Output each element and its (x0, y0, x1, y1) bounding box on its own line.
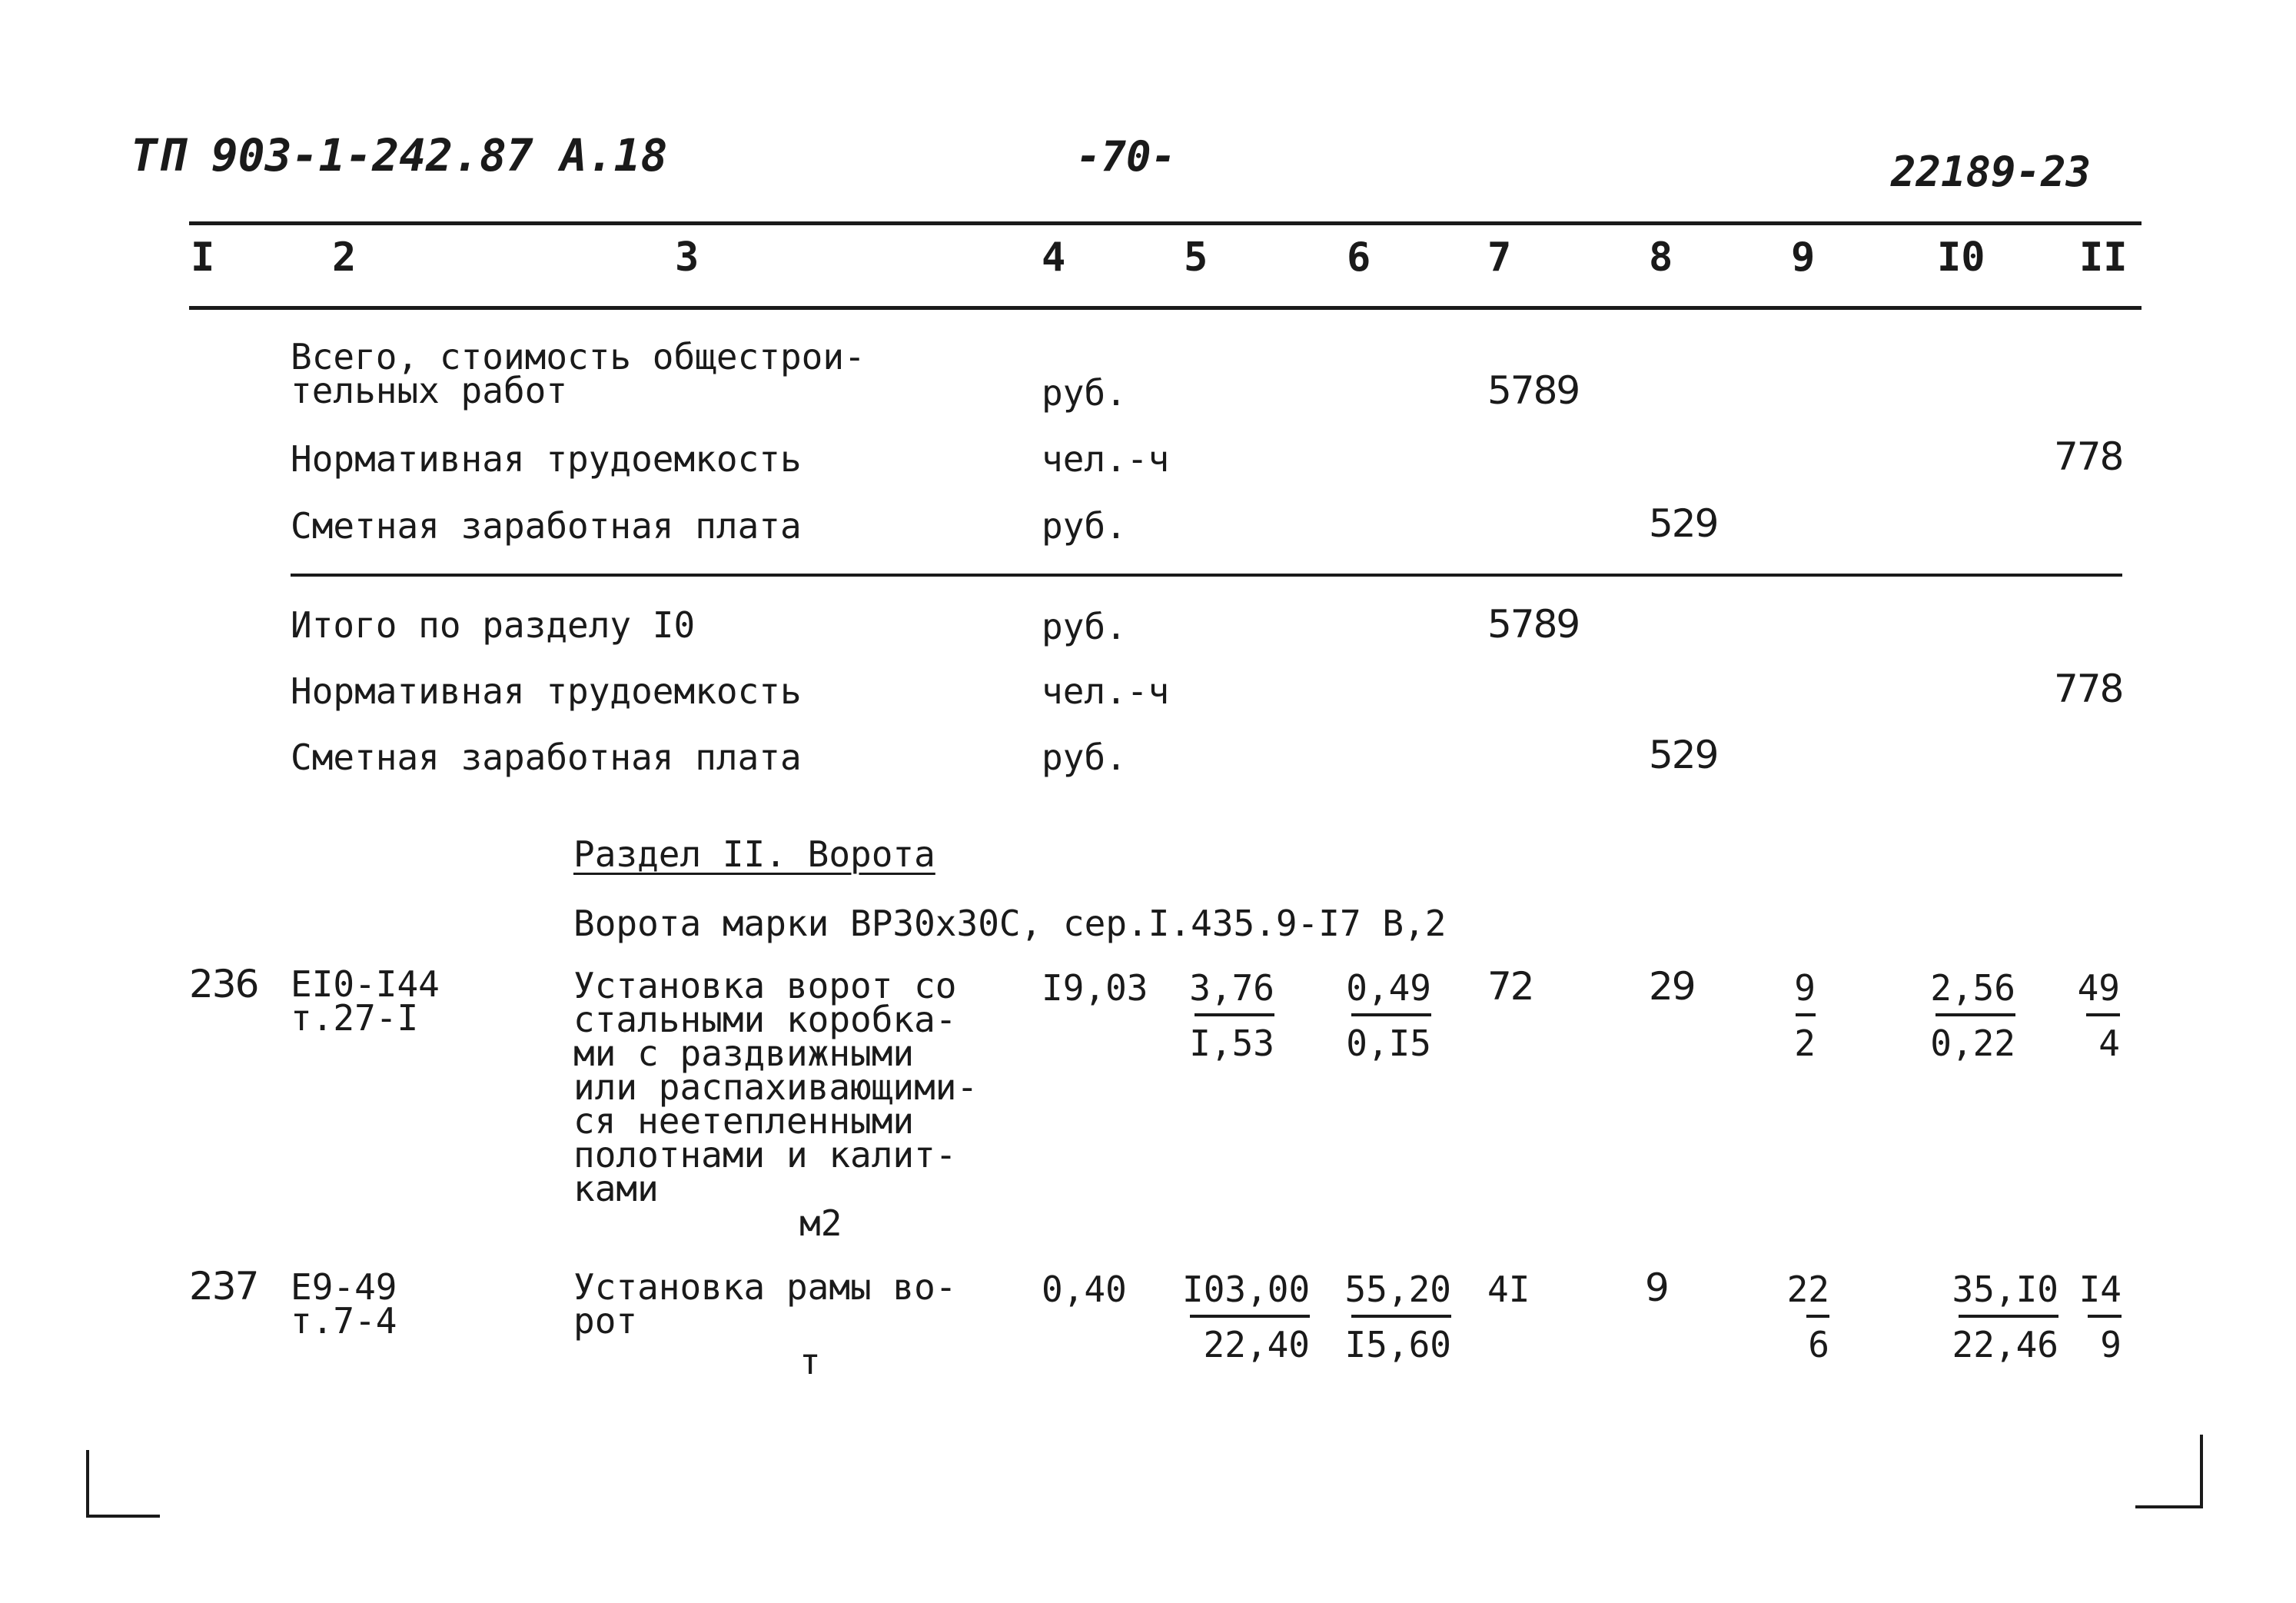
column-header-1: I (191, 234, 215, 281)
section-total-label: Итого по разделу I0 (291, 604, 696, 646)
row-236-col5-bottom: I,53 (1189, 1023, 1274, 1064)
summary-divider (291, 574, 2122, 577)
row-237-col9-bottom: 6 (1808, 1324, 1829, 1365)
corner-mark-bottom-right (2135, 1435, 2203, 1508)
row-237-col9-top: 22 (1786, 1269, 1829, 1310)
summary-wage-label: Сметная заработная плата (291, 505, 802, 547)
row-236-col5-top: 3,76 (1189, 967, 1274, 1009)
section-labor-label: Нормативная трудоемкость (291, 670, 802, 712)
table-row-quantity: 0,40 (1042, 1269, 1127, 1310)
table-row-description: Установка ворот со стальными коробка- ми с раздвижными или распахивающими- ся неетепленными полотнами и калит- ками (573, 965, 979, 1209)
section-subtitle: Ворота марки ВР30х30С, сер.I.435.9-I7 В,2 (573, 903, 1447, 944)
column-header-5: 5 (1184, 234, 1208, 281)
section-labor-unit: чел.-ч (1042, 670, 1170, 712)
column-header-7: 7 (1487, 234, 1512, 281)
column-header-11: II (2079, 234, 2128, 281)
row-237-col6 (1344, 1269, 1451, 1365)
row-237-col10-bottom: 22,46 (1952, 1324, 2058, 1365)
row-236-col10 (1928, 967, 2015, 1064)
row-237-col9 (1782, 1269, 1829, 1365)
row-236-col9-bottom: 2 (1794, 1023, 1816, 1064)
table-row-quantity: I9,03 (1042, 967, 1148, 1009)
row-237-col5-bottom: 22,40 (1203, 1324, 1310, 1365)
row-237-col11-bottom: 9 (2100, 1324, 2122, 1365)
row-236-col11-top: 49 (2077, 967, 2120, 1009)
column-header-2: 2 (332, 234, 357, 281)
section-wage-value: 529 (1649, 733, 1718, 777)
table-row-code: EI0-I44 т.27-I (291, 963, 440, 1039)
table-row-description: Установка рамы во- рот (573, 1266, 957, 1342)
row-236-col10-bottom: 0,22 (1930, 1023, 2015, 1064)
summary-wage-unit: руб. (1042, 505, 1127, 547)
column-header-6: 6 (1347, 234, 1371, 281)
summary-total-label: Всего, стоимость общестрои- тельных работ (291, 336, 866, 411)
section-wage-unit: руб. (1042, 737, 1127, 778)
row-237-col8: 9 (1645, 1265, 1668, 1310)
row-237-col7: 4I (1487, 1269, 1530, 1310)
row-237-col10-top: 35,I0 (1952, 1269, 2058, 1310)
section-labor-value: 778 (2054, 667, 2123, 711)
table-row-code: E9-49 т.7-4 (291, 1266, 397, 1342)
document-number: 22189-23 (1891, 148, 2092, 196)
row-236-col6-top: 0,49 (1346, 967, 1431, 1009)
column-header-4: 4 (1042, 234, 1066, 281)
row-237-col5 (1182, 1269, 1311, 1365)
row-236-col11-bottom: 4 (2098, 1023, 2120, 1064)
row-237-col6-bottom: I5,60 (1344, 1324, 1451, 1365)
row-236-col11 (2072, 967, 2120, 1064)
document-code: ТП 903-1-242.87 А.18 (131, 129, 668, 181)
header-bottom-rule (189, 306, 2141, 310)
table-row-number: 236 (189, 962, 258, 1006)
row-236-col5 (1182, 967, 1274, 1064)
column-header-10: I0 (1937, 234, 1985, 281)
row-237-col11-top: I4 (2078, 1269, 2122, 1310)
row-236-col6-bottom: 0,I5 (1346, 1023, 1431, 1064)
corner-mark-bottom-left (86, 1450, 160, 1518)
summary-total-unit: руб. (1042, 372, 1127, 414)
header-top-rule (189, 221, 2141, 225)
row-237-col6-top: 55,20 (1344, 1269, 1451, 1310)
table-row-number: 237 (189, 1264, 258, 1309)
row-236-col10-top: 2,56 (1930, 967, 2015, 1009)
row-236-col8: 29 (1649, 964, 1695, 1009)
summary-total-value: 5789 (1487, 368, 1580, 413)
row-236-col9 (1782, 967, 1816, 1064)
row-237-col5-top: I03,00 (1182, 1269, 1311, 1310)
section-total-value: 5789 (1487, 602, 1580, 647)
row-236-col9-top: 9 (1794, 967, 1816, 1009)
summary-labor-unit: чел.-ч (1042, 438, 1170, 480)
summary-labor-label: Нормативная трудоемкость (291, 438, 802, 480)
column-header-3: 3 (675, 234, 699, 281)
table-row-unit: м2 (799, 1202, 842, 1244)
summary-labor-value: 778 (2054, 434, 2123, 479)
section-wage-label: Сметная заработная плата (291, 737, 802, 778)
summary-wage-value: 529 (1649, 501, 1718, 546)
section-total-unit: руб. (1042, 606, 1127, 647)
page-number: -70- (1076, 132, 1177, 181)
row-236-col7: 72 (1487, 964, 1533, 1009)
table-row-unit: т (799, 1341, 821, 1382)
column-header-8: 8 (1649, 234, 1673, 281)
row-237-col10 (1928, 1269, 2058, 1365)
row-236-col6 (1344, 967, 1431, 1064)
row-237-col11 (2072, 1269, 2122, 1365)
column-header-9: 9 (1791, 234, 1816, 281)
section-title: Раздел II. Ворота (573, 833, 935, 875)
